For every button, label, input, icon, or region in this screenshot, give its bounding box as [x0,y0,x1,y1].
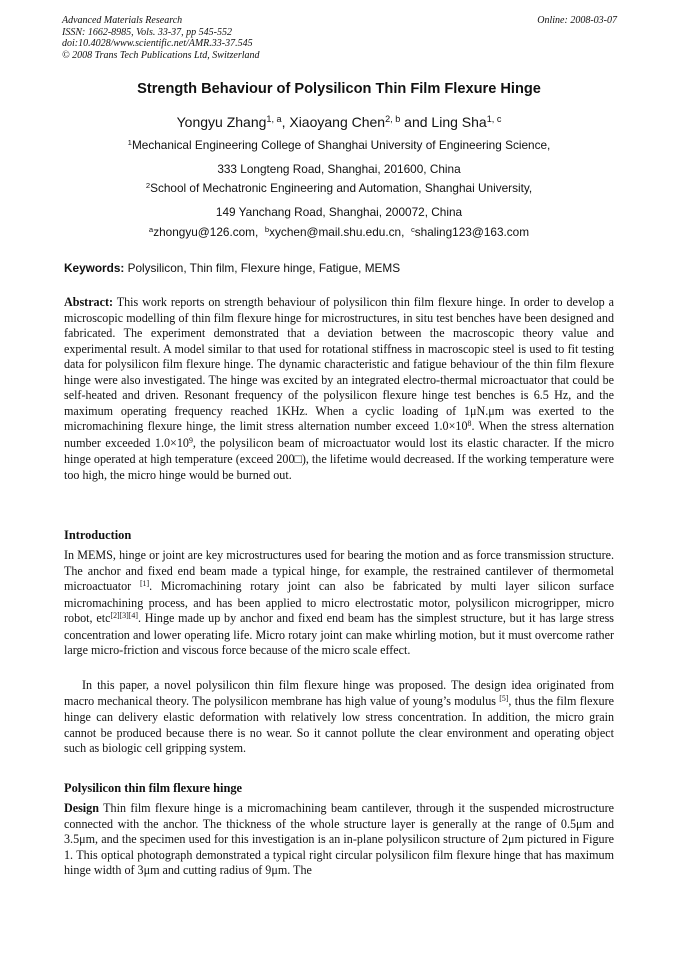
email-address[interactable]: xychen@mail.shu.edu.cn [269,225,402,239]
section-heading: Polysilicon thin film flexure hinge [64,781,243,795]
author-separator: , [281,114,290,130]
author-affiliation-mark: 2, b [385,114,401,125]
introduction-paragraph-1 [64,548,614,659]
affiliation-text: School of Mechatronic Engineering and Automation, Shanghai University, [150,181,533,195]
introduction-heading: Introduction [64,528,132,542]
journal-header [62,15,617,61]
abstract-label: Abstract: [64,295,114,309]
abstract-text: This work reports on strength behaviour of polysilicon thin film flexure hinge. In order to develop a microscopic modelling of thin film flexure hinge for microstructures, in situ test benches have been designed and fabricated. The experiment demonstrated that a deviation between the macroscopic theory value and experimental result. A model similar to that used for rotational stiffness in macroscopic steel is used to fit testing data for polysilicon film flexure hinge. The dynamic characteristic and fatigue behaviour of the thin film flexure hinge were also investigated. The hinge was excited by an integrated electro-thermal microactuator that could be self-heated and driven. Resonant frequency of the polysilicon flexure hinge test benches is 6.5 Hz, and the maximum operating frequency reached 1KHz. When a cyclic loading of 1μN.μm was exerted to the micromachining flexure hinge, the limit stress alternation number exceed 1.0×10 [64,295,614,433]
abstract-paragraph [64,295,614,483]
author-name: Yongyu Zhang [176,114,267,130]
email-address[interactable]: zhongyu@126.com [153,225,256,239]
citation[interactable]: [5] [499,693,509,703]
paper-title: Strength Behaviour of Polysilicon Thin Film Flexure Hinge [137,81,541,97]
affiliation-mark: 1 [127,138,132,148]
body-text: In MEMS, hinge or joint are key microstructures used for bearing the motion and as force transmission structure. The anchor and fixed end beam made a typical hinge, for example, the restrained cantilever of thermometal microactuator [64,548,614,593]
keywords-line [64,261,620,275]
email-line: $^a$zhongyu@126.com, $^b$xychen@mail.shu.edu.cn, $^c$shaling123@163.com [148,225,530,239]
affiliation-1-address: 333 Longteng Road, Shanghai, 201600, China [217,162,461,176]
affiliation-2 [40,181,638,195]
body-text: In this paper, a novel polysilicon thin film flexure hinge was proposed. The design idea originated from macro mechanical theory. The polysilicon membrane has high value of young’s modulus [64,678,614,708]
email-address[interactable]: shaling123@163.com [414,225,530,239]
superscript: 8 [467,419,472,429]
design-paragraph [64,801,614,879]
email-mark: b [264,225,270,235]
introduction-paragraph-2 [64,678,614,757]
affiliation-2-address: 149 Yanchang Road, Shanghai, 200072, China [215,205,463,219]
keywords-label: Keywords: [64,261,125,275]
abstract-text: , the polysilicon beam of microactuator would lost its elastic character. If the micro hinge operated at high temperature (exceed 200□), the lifetime would decreased. If the working temperature were too high, the micro hinge would be burned out. [64,435,614,482]
body-text: . Hinge made up by anchor and fixed end beam has the simplest structure, but it has large stress concentration and lower operating life. Micro rotary joint can make whirling motion, but it must overcome rather large micro-friction and viscous force because of the micro scale effect. [64,611,614,657]
abstract-text: . When the stress alternation number exceeded 1.0×10 [64,419,614,450]
doi-line: doi:10.4028/www.scientific.net/AMR.33-37.545 [62,38,253,49]
author-affiliation-mark: 1, c [486,114,502,125]
online-date: Online: 2008-03-07 [537,15,617,26]
superscript: 9 [188,435,193,445]
body-text: , thus the film flexure hinge can delivery elastic deformation with relatively low stress concentration. In addition, the micro grain cannot be produced because there is no wear. So it cannot pollute the clear environment and operating object such as biologic cell gripping system. [64,693,614,755]
design-label: Design [64,801,99,815]
issn-line: ISSN: 1662-8985, Vols. 33-37, pp 545-552 [62,26,232,38]
author-list [40,114,638,130]
affiliation-mark: 2 [145,181,151,191]
keywords-text: Polysilicon, Thin film, Flexure hinge, Fatigue, MEMS [124,261,401,275]
author-conjunction: and [400,114,432,130]
copyright-line: © 2008 Trans Tech Publications Ltd, Switzerland [62,49,260,61]
affiliation-1 [40,138,638,152]
citation[interactable]: [2][3][4] [110,611,138,621]
body-text: Thin film flexure hinge is a micromachining beam cantilever, through it the suspended microstructure connected with the anchor. The thickness of the whole structure layer is generally at the range of 0.5μm and 3.5μm, and the specimen used for this investigation is an in-plane polysilicon structure of 2μm pictured in Figure 1. This optical photograph demonstrated a typical right circular polysilicon film flexure hinge that has maximum hinge width of 3μm and cutting radius of 9μm. The [64,801,614,877]
body-text: . Micromachining rotary joint can also be fabricated by multi layer silicon surface micromachining process, and has been applied to micro electrostatic motor, polysilicon microgripper, micro robot, etc [64,579,615,625]
author-affiliation-mark: 1, a [266,114,282,125]
email-mark: c [410,225,415,235]
journal-name: Advanced Materials Research [62,15,183,26]
author-name: Xiaoyang Chen [289,114,386,130]
author-name: Ling Sha [431,114,487,130]
citation[interactable]: [1] [139,579,150,589]
email-mark: a [148,225,154,235]
affiliation-text: Mechanical Engineering College of Shanghai University of Engineering Science, [131,138,551,152]
